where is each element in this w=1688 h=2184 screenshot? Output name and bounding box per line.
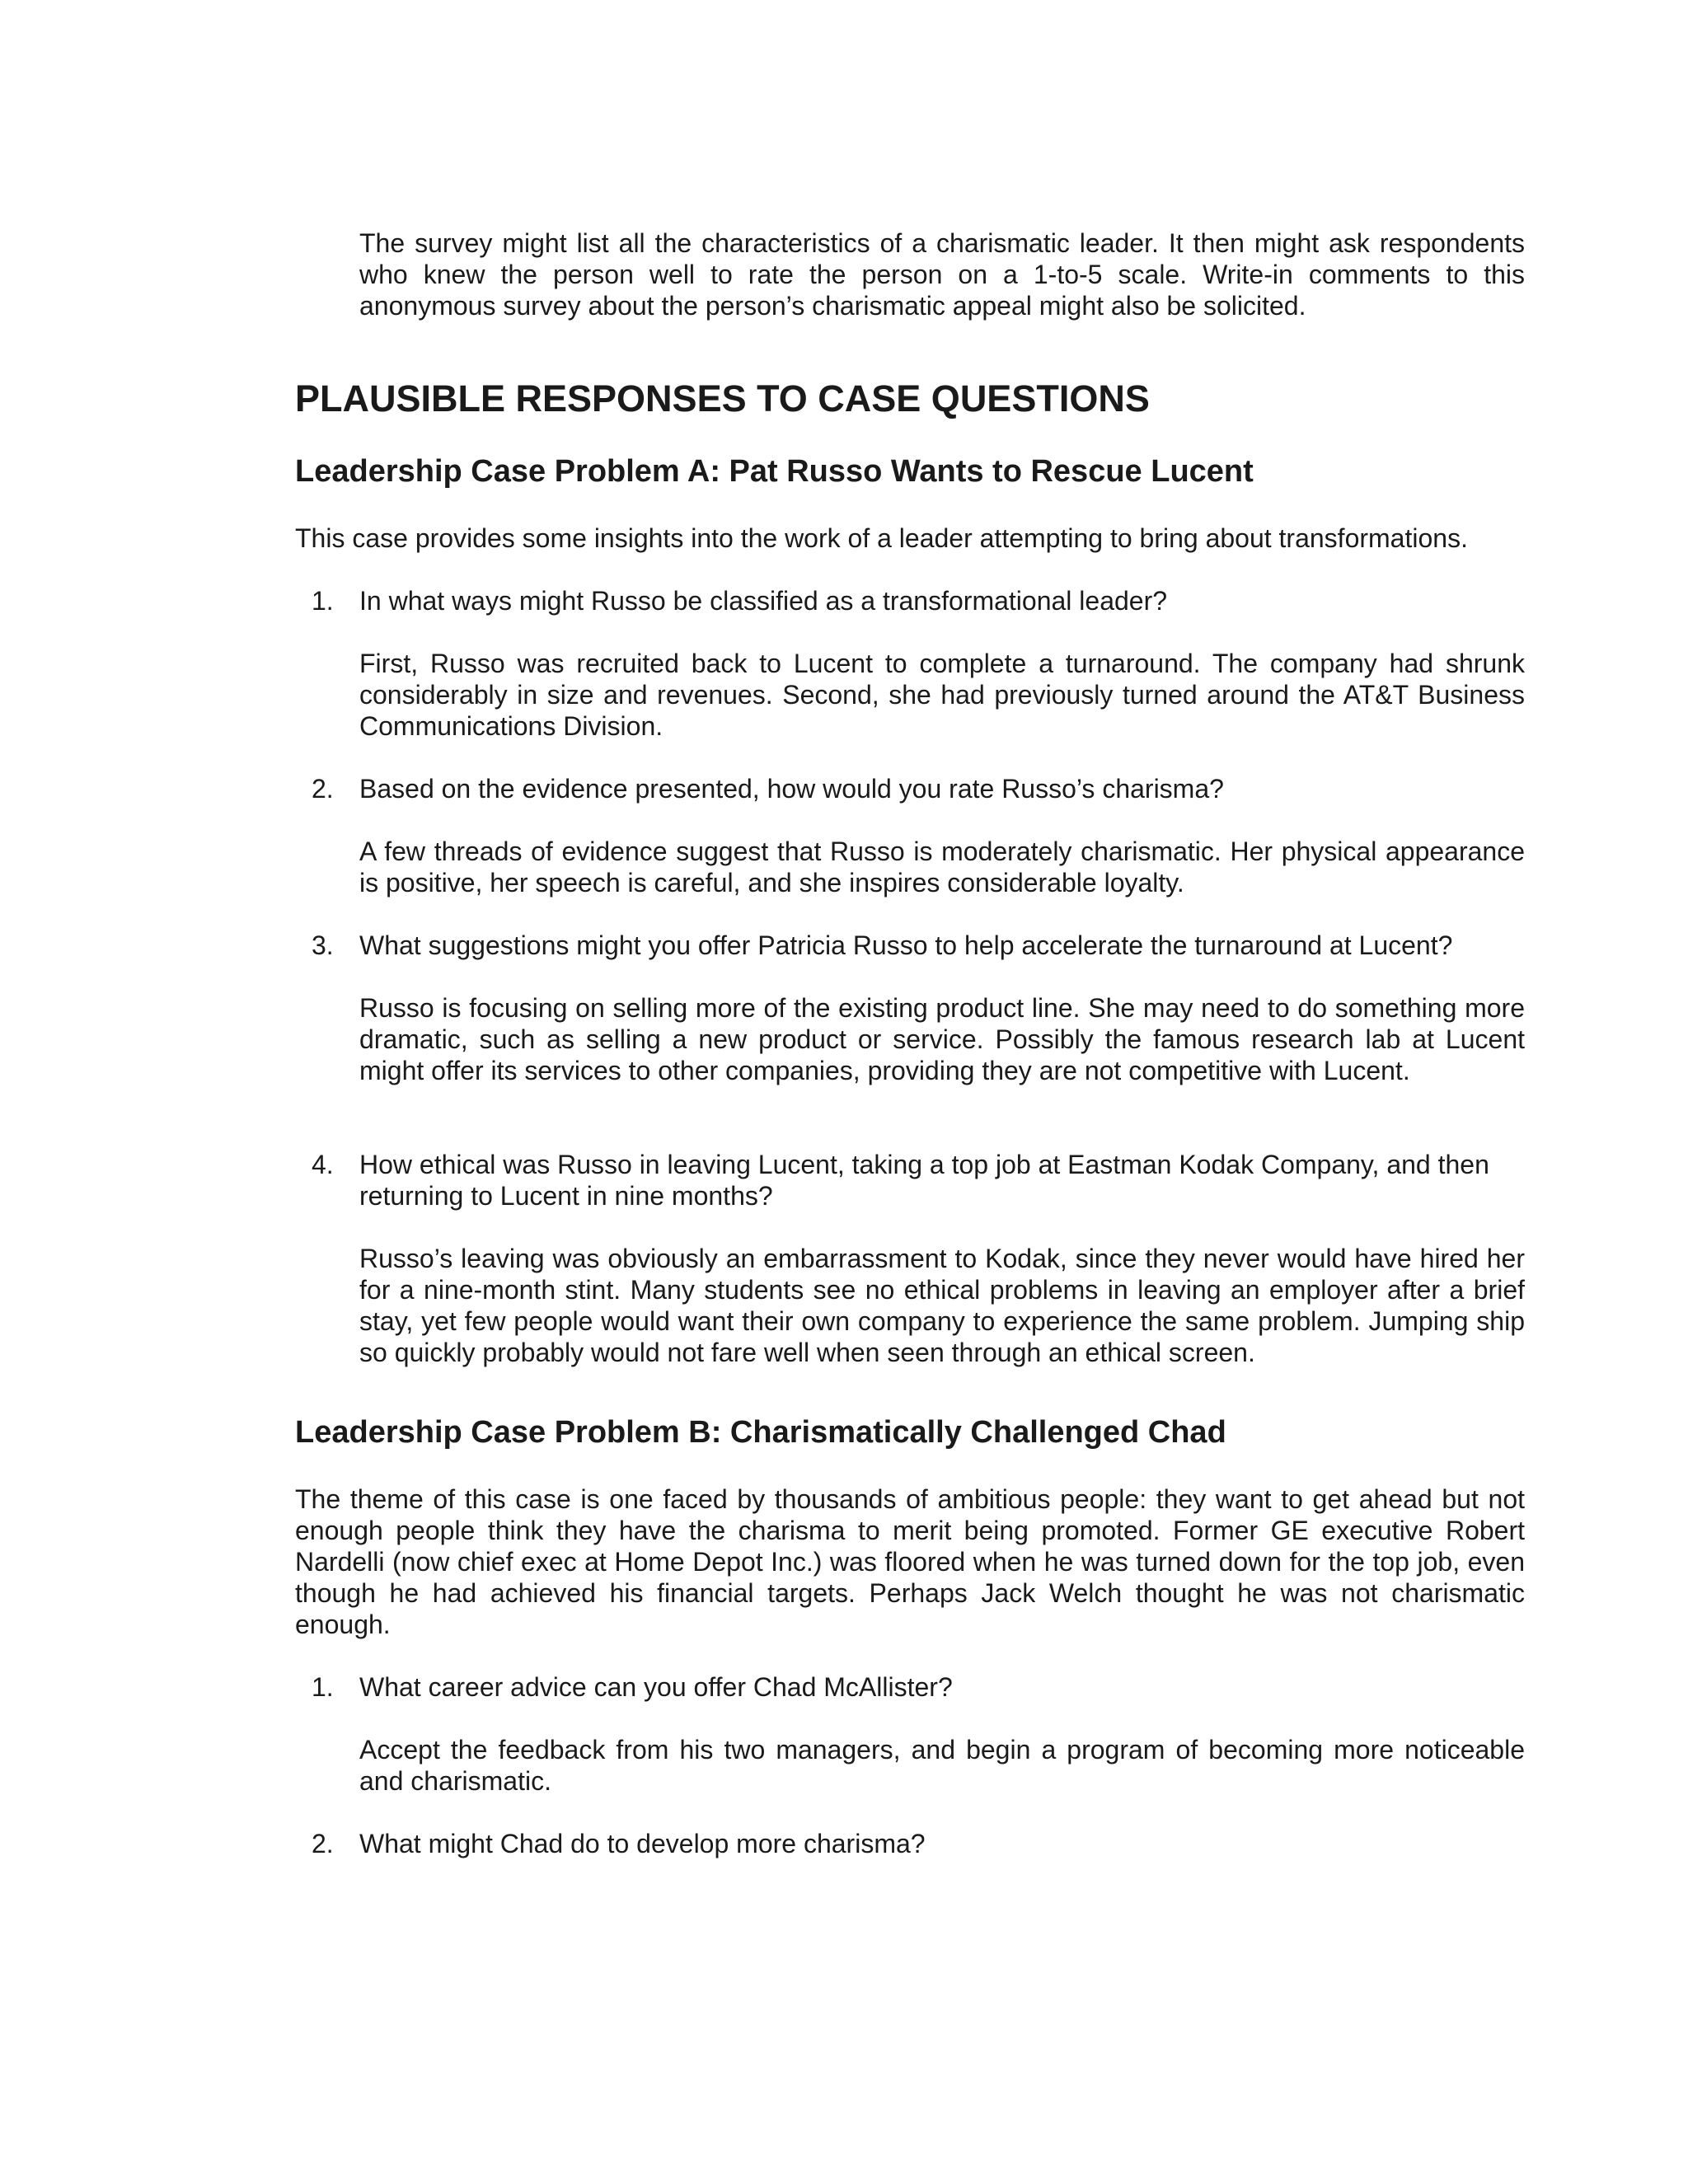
- question-text: What suggestions might you offer Patricia Russo to help accelerate the turnaround at Lucent?: [359, 930, 1453, 960]
- case-b-question-2: [312, 1828, 1525, 1859]
- question-number: 3.: [312, 930, 334, 960]
- case-b-summary: The theme of this case is one faced by thousands of ambitious people: they want to get ahead but not enough people think they have the charisma to merit being promoted. Former GE executive Robert Nardelli (now chief exec at Home Depot Inc.) was floored when he was turned down for the top job, even though he had achieved his financial targets. Perhaps Jack Welch thought he was not charismatic enough.: [295, 1484, 1525, 1639]
- case-a-answer-1: First, Russo was recruited back to Lucent to complete a turnaround. The company had shrunk considerably in size and revenues. Second, she had previously turned around the AT&T Business Communications Division.: [359, 649, 1525, 741]
- question-number: 1.: [312, 586, 334, 616]
- case-a-summary: This case provides some insights into the work of a leader attempting to bring about transformations.: [295, 523, 1468, 553]
- question-text: Based on the evidence presented, how would you rate Russo’s charisma?: [359, 774, 1224, 804]
- case-b-title: Leadership Case Problem B: Charismatically Challenged Chad: [295, 1415, 1226, 1450]
- case-a-answer-2: A few threads of evidence suggest that Russo is moderately charismatic. Her physical appearance is positive, her speech is careful, and she inspires considerable loyalty.: [359, 837, 1525, 898]
- case-b-question-1: [312, 1671, 1525, 1703]
- question-text: What career advice can you offer Chad McAllister?: [359, 1672, 953, 1702]
- case-b-answer-1: Accept the feedback from his two managers, and begin a program of becoming more noticeable and charismatic.: [359, 1735, 1525, 1796]
- question-number: 1.: [312, 1672, 334, 1702]
- question-text: In what ways might Russo be classified as a transformational leader?: [359, 586, 1168, 616]
- case-a-answer-3: Russo is focusing on selling more of the existing product line. She may need to do something more dramatic, such as selling a new product or service. Possibly the famous research lab at Lucent might offer its services to other companies, providing they are not competitive with Lucent.: [359, 993, 1525, 1085]
- question-text: How ethical was Russo in leaving Lucent, taking a top job at Eastman Kodak Company, and then returning to Lucent in nine months?: [359, 1150, 1489, 1211]
- question-number: 4.: [312, 1150, 334, 1179]
- question-number: 2.: [312, 774, 334, 804]
- question-text: What might Chad do to develop more charisma?: [359, 1829, 926, 1858]
- case-a-question-2: [312, 773, 1525, 804]
- intro-paragraph: The survey might list all the characteristics of a charismatic leader. It then might ask respondents who knew the person well to rate the person on a 1-to-5 scale. Write-in comments to this anonymous survey about the person’s charismatic appeal might also be solicited.: [359, 228, 1525, 321]
- section-title: PLAUSIBLE RESPONSES TO CASE QUESTIONS: [295, 377, 1150, 419]
- case-a-question-1: [312, 585, 1525, 616]
- case-a-title: Leadership Case Problem A: Pat Russo Wants to Rescue Lucent: [295, 454, 1254, 489]
- case-a-question-3: [312, 930, 1525, 961]
- case-a-answer-4: Russo’s leaving was obviously an embarrassment to Kodak, since they never would have hired her for a nine-month stint. Many students see no ethical problems in leaving an employer after a brief stay, yet few people would want their own company to experience the same problem. Jumping ship so quickly probably would not fare well when seen through an ethical screen.: [359, 1244, 1525, 1367]
- case-a-question-4: [312, 1149, 1525, 1212]
- question-number: 2.: [312, 1829, 334, 1858]
